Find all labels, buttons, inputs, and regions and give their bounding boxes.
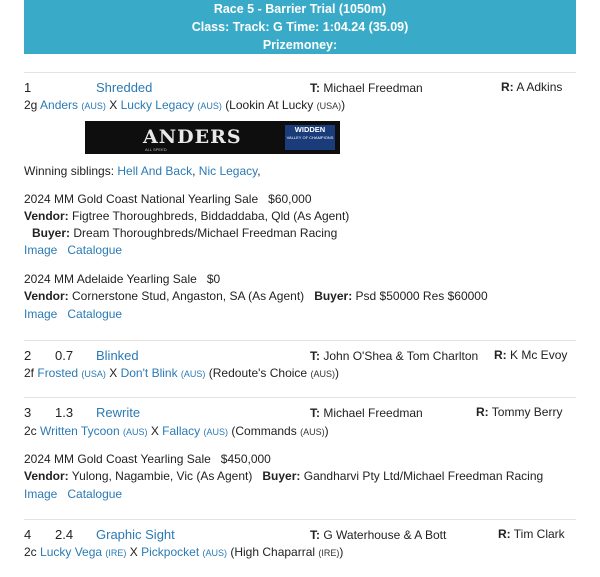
race-header: [24, 0, 576, 54]
sale-price: $450,000: [220, 452, 271, 466]
horse-name-link[interactable]: Blinked: [96, 348, 139, 363]
trainer-name: G Waterhouse & A Bott: [323, 528, 447, 542]
damsire-country: (AUS): [310, 369, 335, 379]
image-link[interactable]: Image: [24, 243, 58, 257]
rider-name: K Mc Evoy: [510, 348, 568, 362]
damsire-close: ): [324, 424, 329, 438]
trainer: [310, 81, 423, 95]
damsire-close: ): [341, 98, 346, 112]
dam-link[interactable]: Lucky Legacy: [120, 98, 194, 112]
damsire-close: ): [339, 545, 344, 559]
damsire-country: (IRE): [318, 548, 340, 558]
divider: [24, 72, 576, 73]
trainer-label: T:: [310, 81, 320, 95]
race-prizemoney: Prizemoney:: [262, 38, 338, 52]
dam-link[interactable]: Fallacy: [162, 424, 201, 438]
horse-name-link[interactable]: Shredded: [96, 80, 153, 95]
damsire-country: (AUS): [300, 427, 325, 437]
age-sex: 2g: [24, 98, 38, 112]
runner-place: 2: [24, 348, 32, 363]
runner-place: 3: [24, 405, 32, 420]
cross-separator: X: [150, 424, 159, 438]
buyer-name: Psd $50000 Res $60000: [355, 289, 488, 303]
sire-link[interactable]: Anders: [40, 98, 79, 112]
age-sex: 2c: [24, 545, 37, 559]
vendor-name: Figtree Thoroughbreds, Biddaddaba, Qld (As Agent): [72, 209, 350, 223]
sale-links: [24, 487, 122, 501]
pedigree: [24, 98, 345, 112]
sire-country: (AUS): [122, 427, 148, 437]
widden-logo: [285, 125, 335, 150]
rider-name: Tim Clark: [513, 527, 565, 541]
vendor-name: Cornerstone Stud, Angaston, SA (As Agent): [72, 289, 305, 303]
race-title: Race 5 - Barrier Trial (1050m): [213, 2, 387, 16]
race-class-track-time: Class: Track: G Time: 1:04.24 (35.09): [191, 20, 409, 34]
dam-link[interactable]: Don't Blink: [120, 366, 178, 380]
rider-label: R:: [476, 405, 489, 419]
trainer: [310, 528, 446, 542]
widden-tagline: VALLEY OF CHAMPIONS: [286, 135, 334, 140]
trainer-name: Michael Freedman: [323, 406, 423, 420]
sale-links: [24, 243, 122, 257]
buyer-name: Gandharvi Pty Ltd/Michael Freedman Racing: [303, 469, 544, 483]
sibling-link[interactable]: Nic Legacy: [198, 164, 258, 178]
sale-record: [24, 452, 271, 466]
trainer-name: Michael Freedman: [323, 81, 423, 95]
winning-siblings-label: Winning siblings:: [24, 164, 115, 178]
runner-odds: 0.7: [55, 348, 74, 363]
buyer-label: Buyer:: [32, 226, 71, 240]
age-sex: 2f: [24, 366, 35, 380]
dam-country: (AUS): [180, 369, 206, 379]
sire-country: (IRE): [105, 548, 127, 558]
sire-banner-ad[interactable]: [85, 121, 340, 154]
cross-separator: X: [129, 545, 138, 559]
sale-record: [24, 192, 312, 206]
horse-name-link[interactable]: Graphic Sight: [96, 527, 175, 542]
pedigree: [24, 366, 339, 380]
cross-separator: X: [109, 98, 118, 112]
damsire: (High Chaparral: [230, 545, 316, 559]
pedigree: [24, 424, 329, 438]
rider-label: R:: [501, 80, 514, 94]
dam-link[interactable]: Pickpocket: [141, 545, 200, 559]
pedigree: [24, 545, 343, 559]
buyer-name: Dream Thoroughbreds/Michael Freedman Racing: [73, 226, 338, 240]
rider-name: A Adkins: [516, 80, 563, 94]
sire-country: (USA): [81, 369, 106, 379]
vendor-name: Yulong, Nagambie, Vic (As Agent): [71, 469, 253, 483]
trainer: [310, 349, 478, 363]
sale-record: [24, 272, 220, 286]
buyer-label: Buyer:: [262, 469, 301, 483]
rider: [498, 527, 565, 541]
vendor-label: Vendor:: [24, 289, 69, 303]
banner-brand: ANDERS: [143, 126, 242, 148]
dam-country: (AUS): [197, 101, 222, 111]
sibling-link[interactable]: Hell And Back: [117, 164, 193, 178]
divider: [24, 397, 576, 398]
trainer-label: T:: [310, 528, 320, 542]
divider: [24, 519, 576, 520]
rider: [476, 405, 562, 419]
dam-country: (AUS): [203, 427, 229, 437]
trainer-name: John O'Shea & Tom Charlton: [323, 349, 479, 363]
runner-place: 1: [24, 80, 32, 95]
sale-buyer: [32, 226, 337, 240]
sire-country: (AUS): [81, 101, 106, 111]
damsire-country: (USA): [316, 101, 342, 111]
runner-place: 4: [24, 527, 32, 542]
cross-separator: X: [109, 366, 118, 380]
widden-name: WIDDEN: [294, 125, 326, 134]
sale-name: 2024 MM Gold Coast National Yearling Sale: [24, 192, 259, 206]
horse-name-link[interactable]: Rewrite: [96, 405, 141, 420]
sale-price: $60,000: [268, 192, 312, 206]
rider-label: R:: [494, 348, 507, 362]
sire-link[interactable]: Frosted: [37, 366, 79, 380]
sale-name: 2024 MM Adelaide Yearling Sale: [24, 272, 197, 286]
rider-label: R:: [498, 527, 511, 541]
damsire: (Lookin At Lucky: [225, 98, 314, 112]
sale-links: [24, 307, 122, 321]
trainer-label: T:: [310, 406, 320, 420]
damsire-close: ): [334, 366, 339, 380]
damsire: (Redoute's Choice: [208, 366, 308, 380]
banner-brand-sub: ALL SPEED: [145, 147, 167, 152]
rider: [501, 80, 562, 94]
sale-vendor-buyer: [24, 469, 543, 483]
sire-link[interactable]: Written Tycoon: [40, 424, 120, 438]
catalogue-link[interactable]: Catalogue: [67, 307, 123, 321]
damsire: (Commands: [231, 424, 297, 438]
sale-name: 2024 MM Gold Coast Yearling Sale: [24, 452, 211, 466]
age-sex: 2c: [24, 424, 37, 438]
vendor-label: Vendor:: [24, 469, 69, 483]
runner-odds: 1.3: [55, 405, 74, 420]
catalogue-link[interactable]: Catalogue: [67, 243, 123, 257]
vendor-label: Vendor:: [24, 209, 69, 223]
image-link[interactable]: Image: [24, 307, 58, 321]
dam-country: (AUS): [202, 548, 227, 558]
sale-price: $0: [206, 272, 221, 286]
catalogue-link[interactable]: Catalogue: [67, 487, 123, 501]
trainer: [310, 406, 423, 420]
trainer-label: T:: [310, 349, 320, 363]
sale-vendor-buyer: [24, 289, 488, 303]
rider: [494, 348, 567, 362]
runner-odds: 2.4: [55, 527, 74, 542]
buyer-label: Buyer:: [314, 289, 353, 303]
sale-vendor: [24, 209, 349, 223]
winning-siblings: Winning siblings: Hell And Back, Nic Legacy,: [24, 164, 261, 178]
image-link[interactable]: Image: [24, 487, 58, 501]
sire-link[interactable]: Lucky Vega: [40, 545, 103, 559]
divider: [24, 340, 576, 341]
rider-name: Tommy Berry: [491, 405, 563, 419]
